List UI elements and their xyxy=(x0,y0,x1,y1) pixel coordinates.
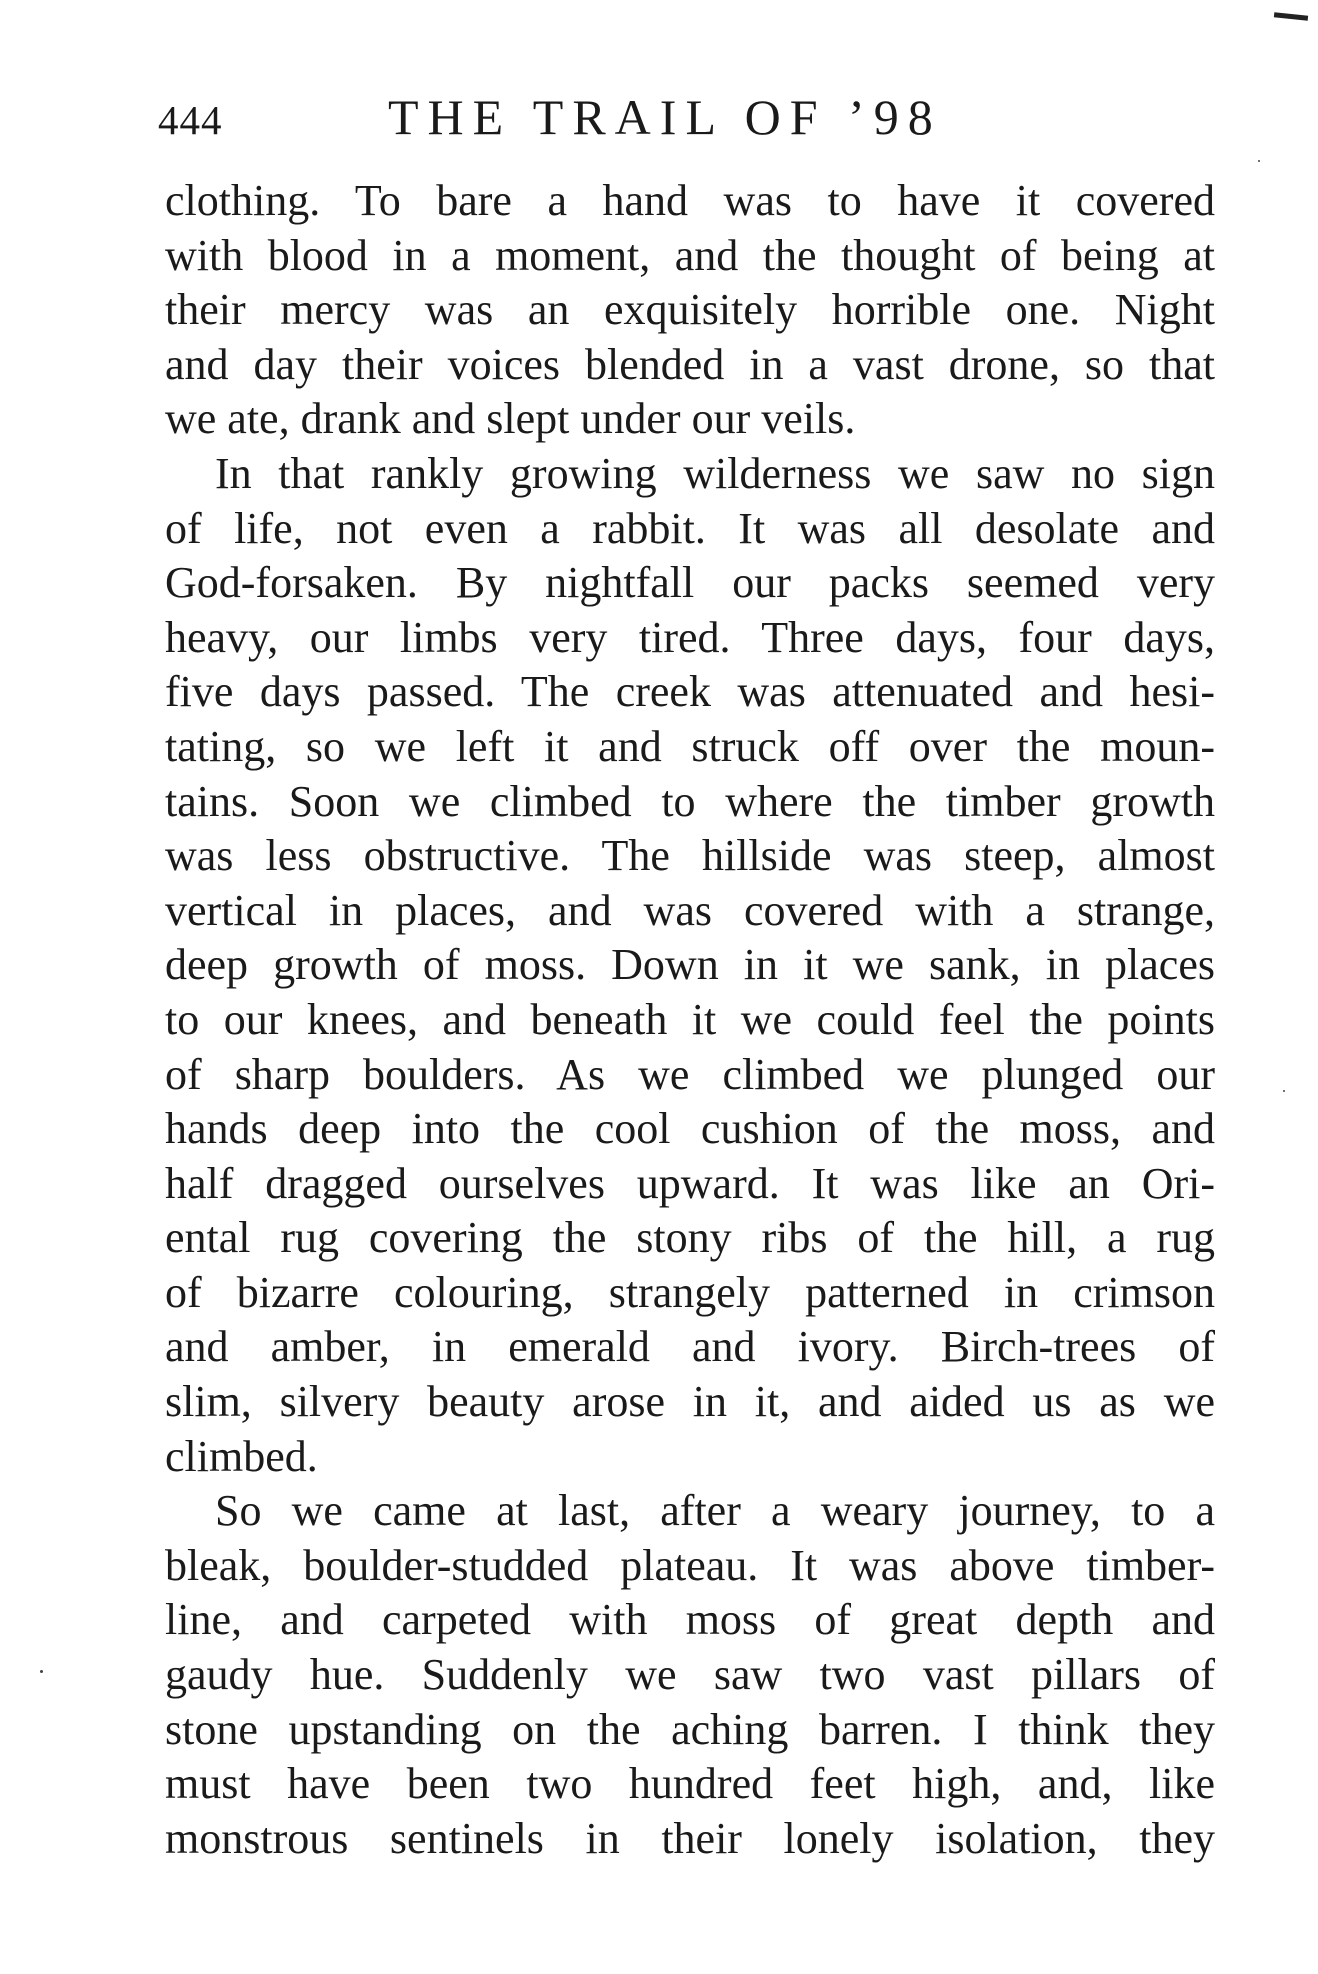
text-line: was less obstructive. The hillside was steep, almost xyxy=(165,831,1215,881)
text-line: climbed. xyxy=(165,1431,318,1481)
text-line: bleak, boulder-studded plateau. It was above timber- xyxy=(165,1540,1215,1590)
ink-speck xyxy=(1283,1090,1285,1092)
text-line: stone upstanding on the aching barren. I think they xyxy=(165,1704,1215,1754)
ink-speck xyxy=(1258,160,1260,162)
text-line: hands deep into the cool cushion of the moss, and xyxy=(165,1104,1215,1154)
running-head: THE TRAIL OF ’98 xyxy=(388,89,942,145)
text-line: and day their voices blended in a vast drone, so that xyxy=(165,339,1215,389)
text-line: gaudy hue. Suddenly we saw two vast pillars of xyxy=(165,1650,1215,1700)
text-line: clothing. To bare a hand was to have it covered xyxy=(165,176,1215,225)
text-line: heavy, our limbs very tired. Three days, four days, xyxy=(165,612,1215,662)
text-line: vertical in places, and was covered with a strange, xyxy=(165,885,1215,935)
text-line: of bizarre colouring, strangely patterned in crimson xyxy=(165,1267,1215,1317)
text-line: must have been two hundred feet high, and, like xyxy=(165,1759,1215,1809)
page-header xyxy=(158,86,1228,156)
text-line: slim, silvery beauty arose in it, and aided us as we xyxy=(165,1377,1215,1427)
text-line: of sharp boulders. As we climbed we plunged our xyxy=(165,1049,1215,1099)
text-line: and amber, in emerald and ivory. Birch-trees of xyxy=(165,1322,1215,1372)
text-line-indented: In that rankly growing wilderness we saw no sign xyxy=(215,448,1215,498)
text-line: tains. Soon we climbed to where the timber growth xyxy=(165,776,1215,826)
text-line: God-forsaken. By nightfall our packs seemed very xyxy=(165,558,1215,608)
text-line: line, and carpeted with moss of great depth and xyxy=(165,1595,1215,1645)
text-line: of life, not even a rabbit. It was all desolate and xyxy=(165,503,1215,553)
corner-ink-mark xyxy=(1274,12,1308,21)
text-line: to our knees, and beneath it we could feel the points xyxy=(165,994,1215,1044)
text-line: with blood in a moment, and the thought of being at xyxy=(165,230,1215,280)
body-text xyxy=(165,174,1215,1866)
text-line: five days passed. The creek was attenuated and hesi- xyxy=(165,667,1215,717)
text-line: their mercy was an exquisitely horrible one. Night xyxy=(165,285,1215,335)
text-line: we ate, drank and slept under our veils. xyxy=(165,394,856,444)
page-number: 444 xyxy=(158,97,223,143)
text-line: monstrous sentinels in their lonely isolation, they xyxy=(165,1813,1215,1863)
text-line: deep growth of moss. Down in it we sank, in places xyxy=(165,940,1215,990)
text-line: half dragged ourselves upward. It was like an Ori- xyxy=(165,1158,1215,1208)
text-line: ental rug covering the stony ribs of the hill, a rug xyxy=(165,1213,1215,1263)
ink-speck xyxy=(40,1670,43,1673)
text-line-indented: So we came at last, after a weary journey, to a xyxy=(215,1486,1215,1536)
text-line: tating, so we left it and struck off over the moun- xyxy=(165,721,1215,771)
